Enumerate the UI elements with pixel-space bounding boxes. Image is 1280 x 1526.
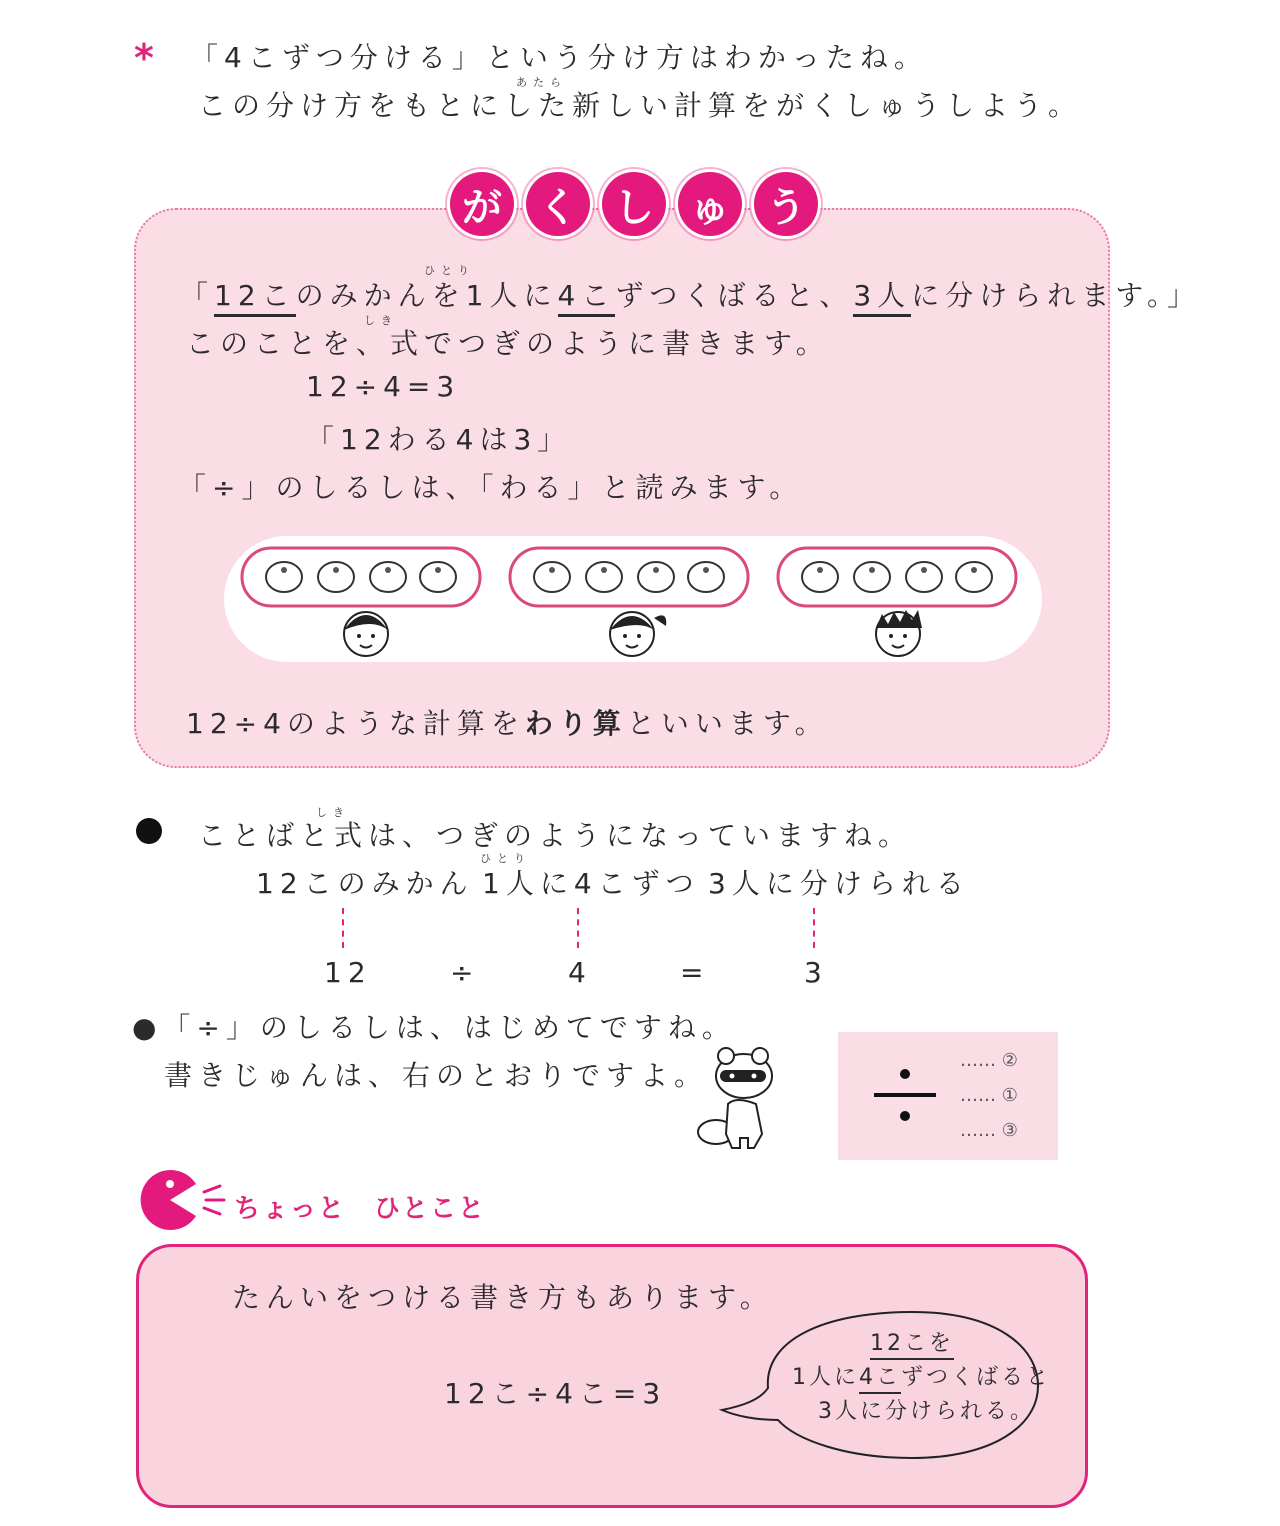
underlined-12ko: 12こ: [214, 279, 296, 317]
num-3: 3: [804, 956, 828, 989]
compare-intro: ことばと式は、つぎのようになっていますね。: [198, 819, 913, 852]
num-12: 12: [324, 956, 372, 989]
op-divide: ÷: [450, 956, 480, 989]
stroke-order-1: …… ①: [960, 1085, 1018, 1106]
ruby-atara: あたら: [516, 76, 567, 89]
divsign-line-1: ●「÷」のしるしは、はじめてですね。: [132, 1011, 736, 1044]
definition-pre: 12÷4のような計算を: [186, 707, 525, 740]
word-3nin: 3人に分けられる: [708, 867, 970, 900]
text-zutsu: ずつくばると、: [615, 279, 854, 312]
num-4: 4: [568, 956, 592, 989]
bullet-icon: [136, 818, 162, 844]
heading-char: う: [754, 172, 818, 236]
divide-dot-top: [900, 1069, 910, 1079]
formula: 12÷4=3: [306, 370, 461, 403]
underlined-4ko: 4こ: [558, 279, 616, 317]
stroke-order-3: …… ③: [960, 1120, 1018, 1141]
word-1nin-4ko: 1人に4こずつ: [482, 867, 700, 900]
ruby-hitori-2: ひとり: [480, 852, 531, 865]
learn-sentence: [180, 274, 1201, 314]
ruby-hitori: ひとり: [424, 264, 475, 277]
op-equals: =: [680, 956, 710, 989]
formula-reading: 「12わる4は3」: [306, 423, 572, 456]
divide-bar: [874, 1093, 936, 1097]
learn-line-2: このことを、式でつぎのように書きます。: [186, 327, 830, 360]
tip-line-1: たんいをつける書き方もあります。: [232, 1281, 774, 1314]
intro-line-1: 「4こずつ分ける」という分け方はわかったね。: [190, 41, 928, 74]
bubble-4ko: 4こ: [859, 1365, 901, 1394]
sign-explanation: 「÷」のしるしは、「わる」と読みます。: [178, 471, 804, 504]
text-end: に分けられます。」: [911, 279, 1201, 312]
raccoon-icon: [694, 1044, 790, 1152]
text-1nin: 1人: [465, 279, 524, 312]
heading-char: く: [526, 172, 590, 236]
division-sign-box: [838, 1032, 1058, 1160]
bubble-line-2: [792, 1360, 1051, 1391]
definition-line: [186, 702, 829, 742]
underlined-3nin: 3人: [853, 279, 911, 317]
tip-formula: 12こ÷4こ=3: [444, 1377, 667, 1410]
heading-char: ゅ: [678, 172, 742, 236]
gakushu-heading: [450, 172, 818, 236]
link-line-3: [813, 908, 815, 948]
bubble-line-1: [870, 1326, 954, 1357]
definition-term: わり算: [524, 707, 627, 740]
ruby-shiki: しき: [364, 314, 398, 327]
mikan-illustration: [222, 534, 1044, 664]
link-line-2: [577, 908, 579, 948]
bubble-12ko: 12こを: [870, 1331, 954, 1360]
ruby-shiki-2: しき: [316, 806, 350, 819]
divide-dot-bottom: [900, 1111, 910, 1121]
bubble-pre: 1人に: [792, 1365, 859, 1390]
bubble-line-3: 3人に分けられる。: [818, 1399, 1035, 1424]
quote-open: 「: [180, 279, 215, 312]
heading-char: が: [450, 172, 514, 236]
bubble-post: ずつくばると: [901, 1365, 1052, 1390]
text-mikan: のみかんを: [295, 279, 466, 312]
word-12-mikan: 12このみかん: [256, 867, 474, 900]
definition-post: といいます。: [626, 707, 829, 740]
text-ni: に: [523, 279, 558, 312]
intro-line-2: この分け方をもとにした新しい計算をがくしゅうしよう。: [198, 89, 1083, 122]
pacman-icon: [140, 1170, 230, 1232]
divsign-line-2: 書きじゅんは、右のとおりですよ。: [164, 1059, 709, 1092]
link-line-1: [342, 908, 344, 948]
tip-title: ちょっと ひとこと: [234, 1194, 487, 1224]
stroke-order-2: …… ②: [960, 1050, 1018, 1071]
heading-char: し: [602, 172, 666, 236]
asterisk-icon: *: [134, 36, 154, 80]
